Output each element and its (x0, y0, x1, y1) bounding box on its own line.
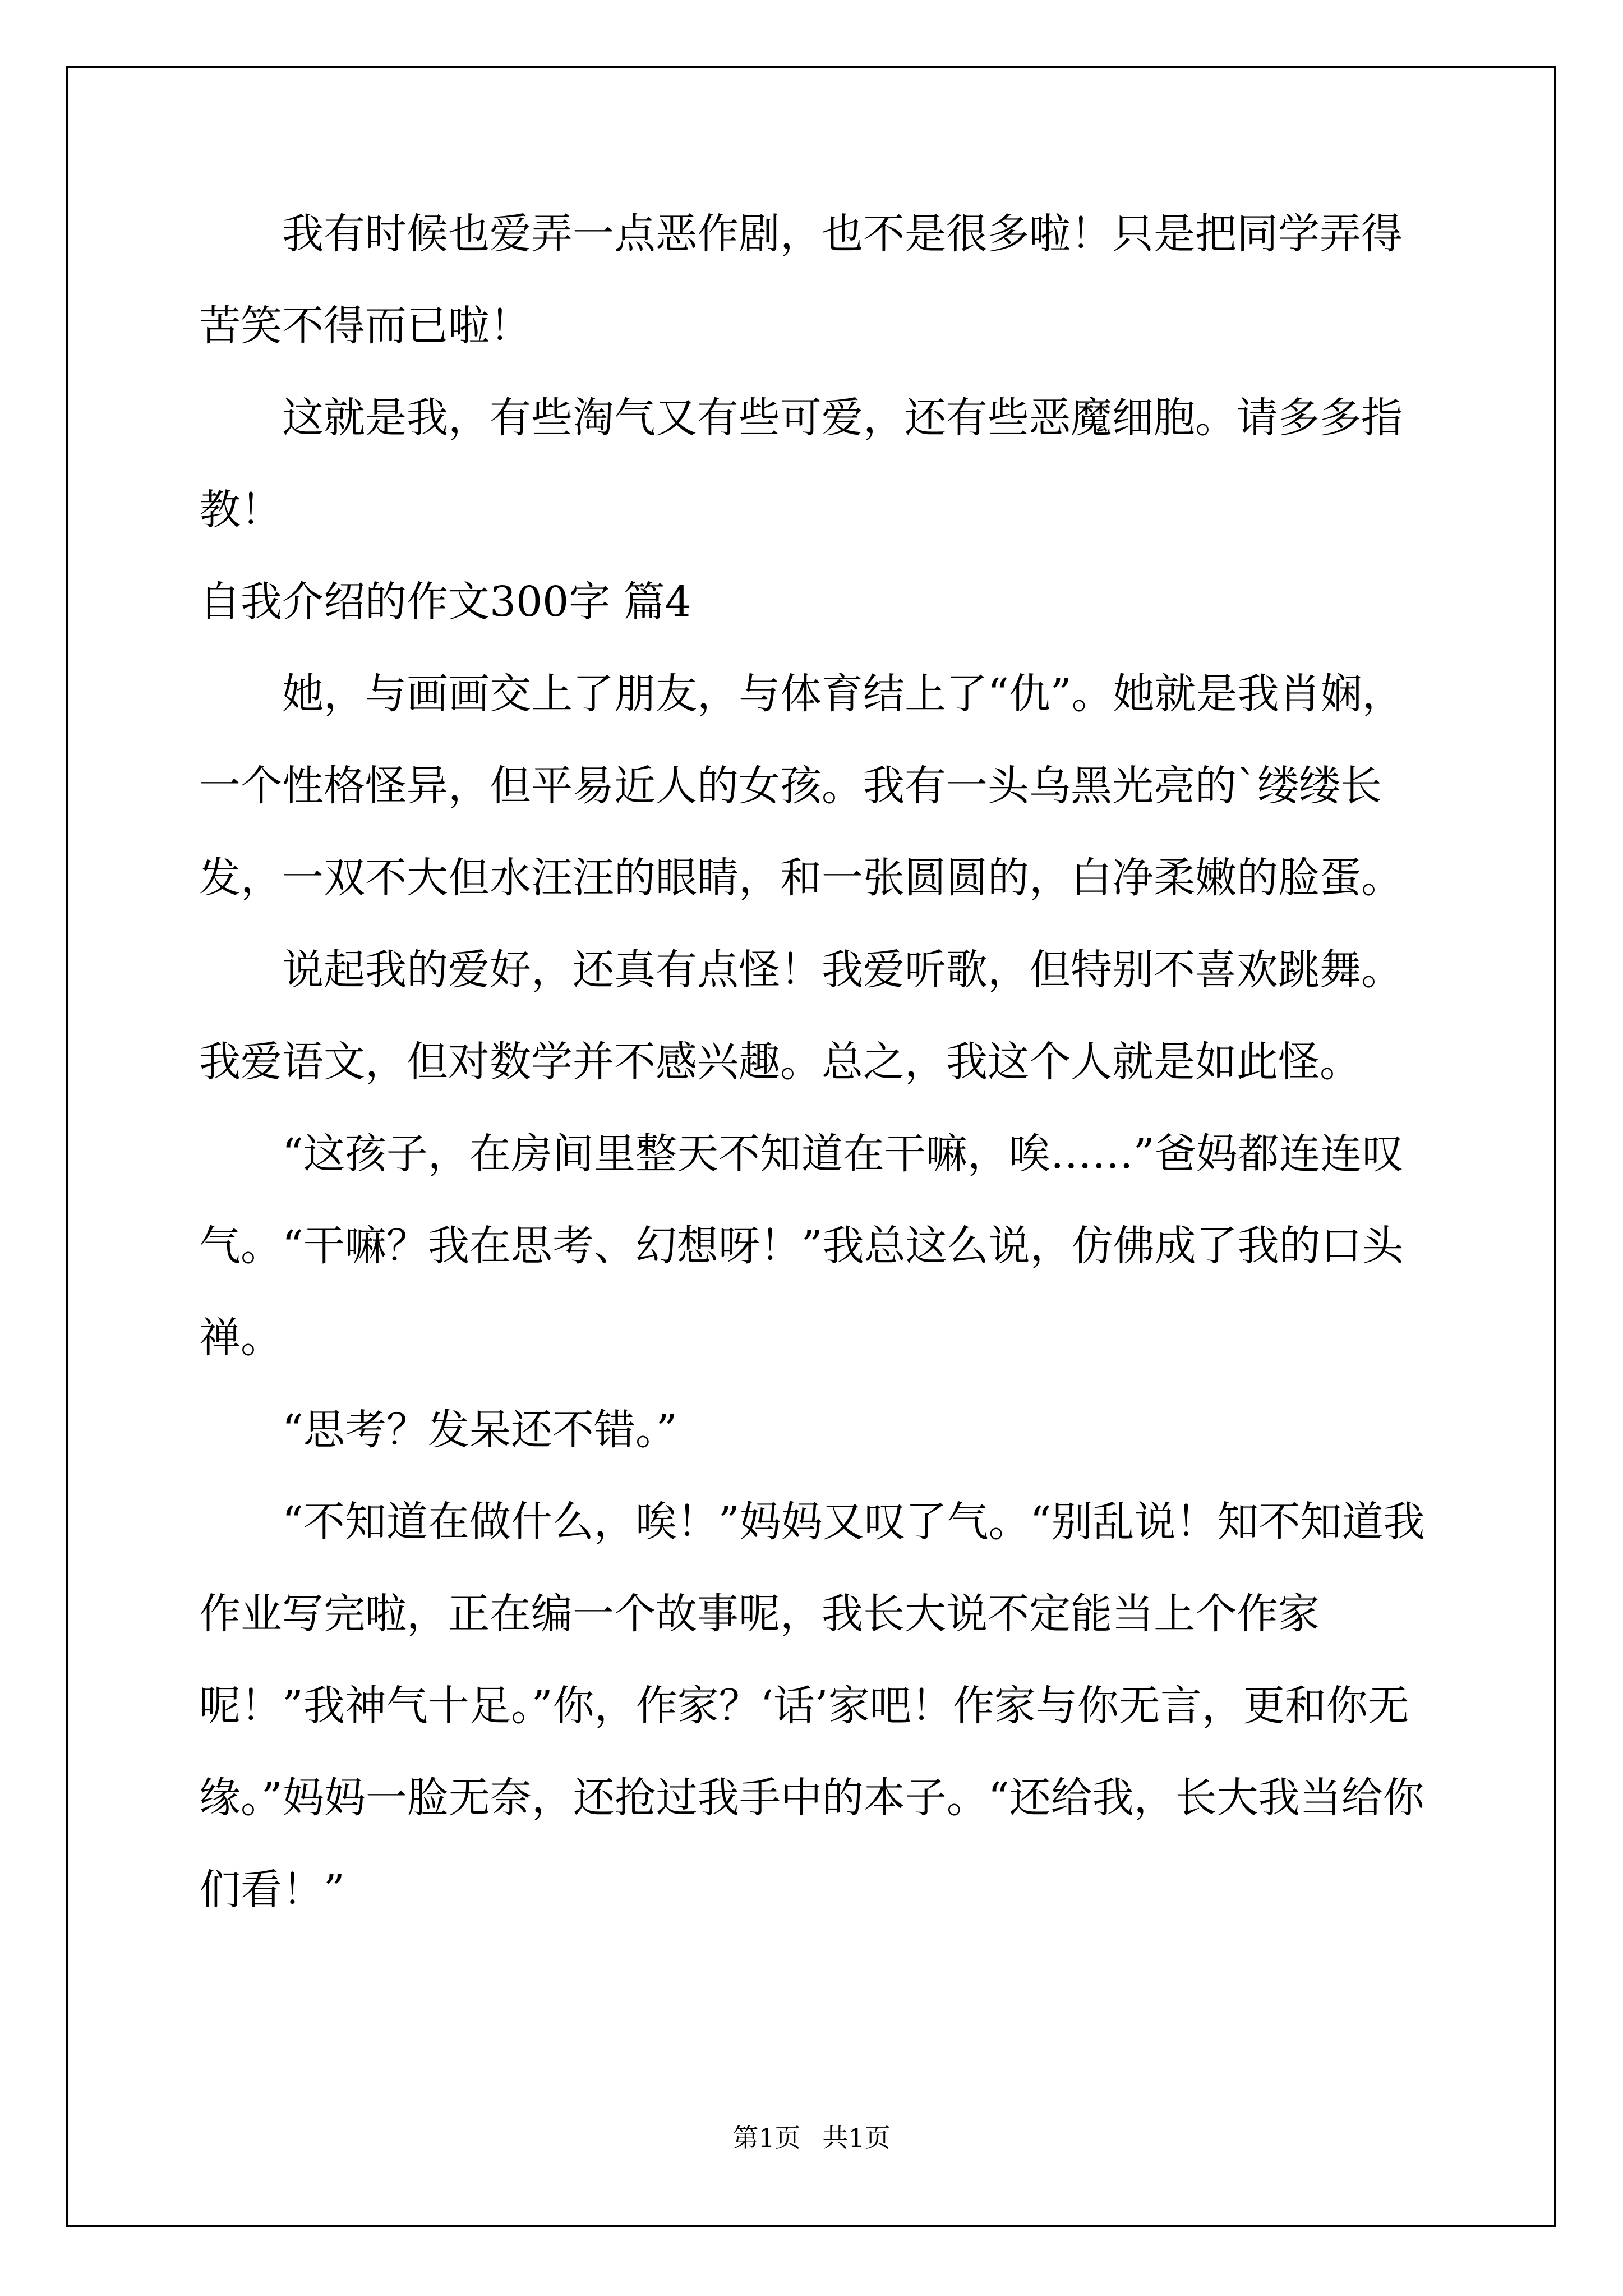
page-footer (0, 2118, 1623, 2155)
paragraph-6: “思考？发呆还不错。” (282, 1406, 677, 1454)
document-body (199, 188, 1433, 1936)
paragraph-2: 这就是我，有些淘气又有些可爱，还有些恶魔细胞。请多多指教！ (199, 394, 1403, 534)
paragraph-3: 她，与画画交上了朋友，与体育结上了“仇”。她就是我肖娴，一个性格怪异，但平易近人的女孩。我有一头乌黑光亮的`缕缕长发，一双不大但水汪汪的眼睛，和一张圆圆的，白净柔嫩的脸蛋。 (199, 670, 1404, 902)
section-heading: 自我介绍的作文300字 篇4 (199, 578, 691, 626)
paragraph-5: “这孩子，在房间里整天不知道在干嘛，唉……”爸妈都连连叹气。“干嘛？我在思考、幻想呀！”我总这么说，仿佛成了我的口头禅。 (199, 1130, 1404, 1362)
page-total: 共1页 (822, 2123, 891, 2153)
paragraph-7: “不知道在做什么，唉！”妈妈又叹了气。“别乱说！知不知道我作业写完啦，正在编一个故事呢，我长大说不定能当上个作家呢！”我神气十足。”你，作家？‘话’家吧！作家与你无言，更和你无缘。”妈妈一脸无奈，还抢过我手中的本子。“还给我，长大我当给你们看！” (199, 1498, 1425, 1914)
paragraph-4: 说起我的爱好，还真有点怪！我爱听歌，但特别不喜欢跳舞。我爱语文，但对数学并不感兴趣。总之，我这个人就是如此怪。 (199, 946, 1403, 1086)
page-number: 第1页 (732, 2123, 801, 2153)
paragraph-1: 我有时候也爱弄一点恶作剧，也不是很多啦！只是把同学弄得苦笑不得而已啦！ (199, 210, 1403, 350)
